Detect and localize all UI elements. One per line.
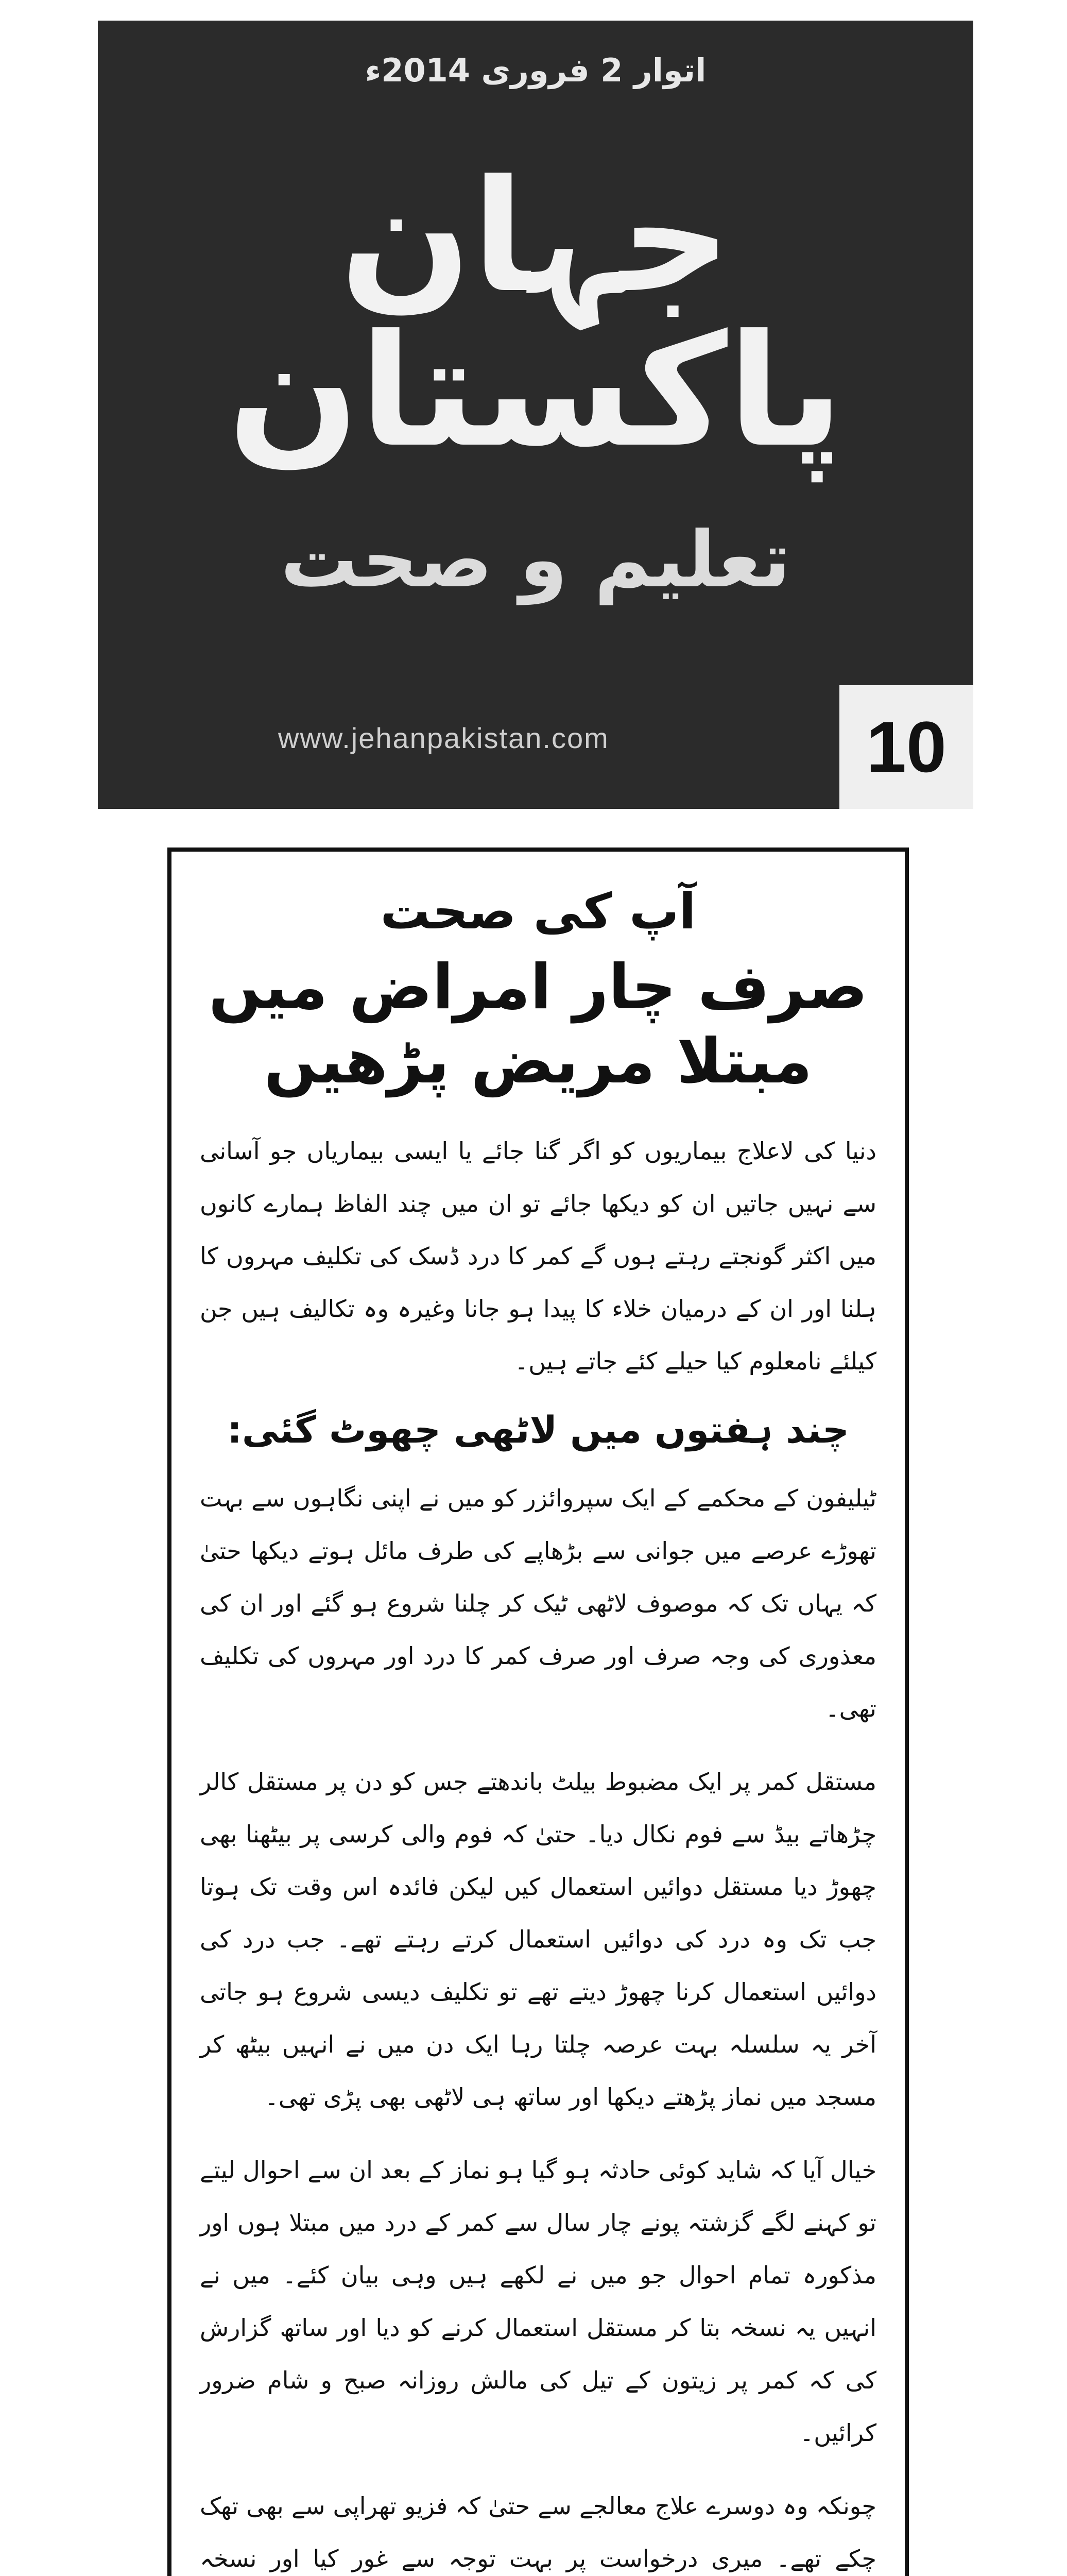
issue-date: اتوار 2 فروری 2014ء <box>365 52 707 89</box>
newspaper-masthead <box>98 21 973 809</box>
section1-paragraph: مستقل کمر پر ایک مضبوط بیلٹ باندھتے جس کو دن پر مستقل کالر چڑھاتے بیڈ سے فوم نکال دیا۔ حتیٰ کہ فوم والی کرسی پر بیٹھنا بھی چھوڑ دیا مستقل دوائیں استعمال کیں لیکن فائدہ اس وقت تک ہوتا جب تک وہ درد کی دوائیں استعمال کرتے رہتے تھے۔ جب درد کی دوائیں استعمال کرنا چھوڑ دیتے تھے تو تکلیف دیسی شروع ہو جاتی آخر یہ سلسلہ بہت عرصہ چلتا رہا ایک دن میں نے انہیں بیٹھ کر مسجد میں نماز پڑھتے دیکھا اور ساتھ ہی لاٹھی بھی پڑی تھی۔ <box>200 1768 876 2111</box>
section-title: تعلیم و صحت <box>280 515 791 605</box>
section1-heading: چند ہفتوں میں لاٹھی چھوٹ گئی: <box>227 1408 849 1451</box>
section1-paragraph: چونکہ وہ دوسرے علاج معالجے سے حتیٰ کہ فزیو تھراپی سے بھی تھک چکے تھے۔ میری درخواست پر بہت توجہ سے غور کیا اور نسخہ <box>200 2492 876 2572</box>
page-number: 10 <box>839 685 973 809</box>
section1-paragraph: خیال آیا کہ شاید کوئی حادثہ ہو گیا ہو نماز کے بعد ان سے احوال لیتے تو کہنے لگے گزشتہ پونے چار سال سے کمر کے درد میں مبتلا ہوں اور مذکورہ تمام احوال جو میں نے لکھے ہیں وہی بیان کئے۔ میں نے انہیں یہ نسخہ بتا کر مستقل استعمال کرنے کو دیا اور ساتھ گزارش کی کہ کمر پر زیتون کے تیل کی مالش روزانہ صبح و شام ضرور کرائیں۔ <box>200 2156 876 2447</box>
article-box <box>167 848 909 2576</box>
website-url: www.jehanpakistan.com <box>278 722 609 754</box>
newspaper-title: جہان پاکستان <box>227 147 844 481</box>
section1-paragraph: ٹیلیفون کے محکمے کے ایک سپروائزر کو میں نے اپنی نگاہوں سے بہت تھوڑے عرصے میں جوانی سے بڑھاپے کی طرف مائل ہوتے دیکھا حتیٰ کہ یہاں تک کہ موصوف لاٹھی ٹیک کر چلنا شروع ہو گئے اور ان کی معذوری کی وجہ صرف اور صرف کمر کا درد اور مہروں کی تکلیف تھی۔ <box>200 1484 876 1722</box>
article-headline: صرف چار امراض میں مبتلا مریض پڑھیں <box>209 952 868 1097</box>
intro-paragraph: دنیا کی لاعلاج بیماریوں کو اگر گنا جائے یا ایسی بیماریاں جو آسانی سے نہیں جاتیں ان کو دیکھا جائے تو ان میں چند الفاظ ہمارے کانوں میں اکثر گونجتے رہتے ہوں گے کمر کا درد ڈسک کی تکلیف مہروں کا ہلنا اور ان کے درمیان خلاء کا پیدا ہو جانا وغیرہ وہ تکالیف ہیں جن کیلئے نامعلوم کیا حیلے کئے جاتے ہیں۔ <box>200 1137 876 1375</box>
article-kicker: آپ کی صحت <box>380 883 696 940</box>
